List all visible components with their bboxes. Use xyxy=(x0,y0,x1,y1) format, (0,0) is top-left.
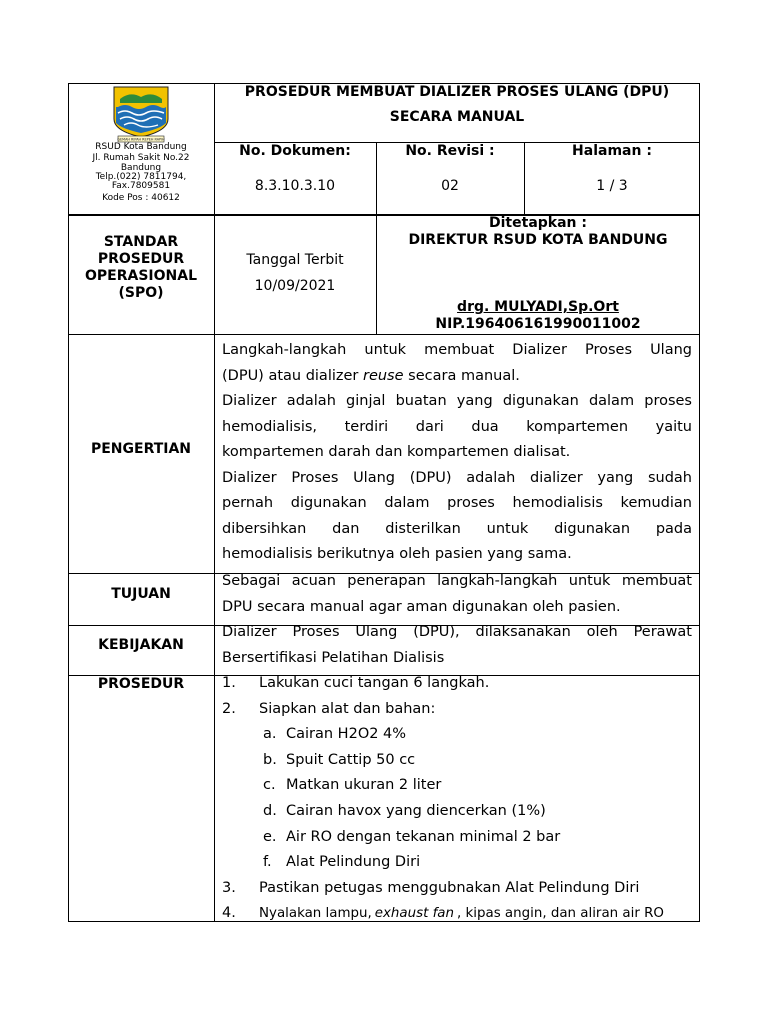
hospital-address: Jl. Rumah Sakit No.22 xyxy=(92,153,190,163)
spo-label-line-2: PROSEDUR xyxy=(97,251,185,267)
pengertian-line: Langkah-langkah untuk membuat Dializer Proses Ulang xyxy=(222,342,692,358)
step-item: 1. Lakukan cuci tangan 6 langkah. xyxy=(222,675,490,691)
tujuan-line: Sebagai acuan penerapan langkah-langkah untuk membuat xyxy=(222,573,692,589)
pengertian-label: PENGERTIAN xyxy=(90,441,192,457)
tujuan-line: DPU secara manual agar aman digunakan oleh pasien. xyxy=(222,598,621,615)
prosedur-label: PROSEDUR xyxy=(97,676,185,692)
hospital-info xyxy=(68,142,214,204)
pengertian-line: kompartemen darah dan kompartemen dialisat. xyxy=(222,444,571,460)
spo-label xyxy=(68,234,214,302)
sub-item: d. Cairan havox yang diencerkan (1%) xyxy=(263,802,546,819)
revision-value: 02 xyxy=(441,178,459,194)
rsud-logo-icon xyxy=(110,85,172,143)
spo-document xyxy=(68,83,700,922)
kebijakan-line: Bersertifikasi Pelatihan Dialisis xyxy=(222,649,445,666)
issue-date-label: Tanggal Terbit xyxy=(246,252,344,268)
border-left xyxy=(68,83,69,922)
approval-block xyxy=(376,215,700,333)
document-title xyxy=(214,80,700,130)
spo-label-line-3: OPERASIONAL xyxy=(84,268,197,284)
director-nip: NIP.196406161990011002 xyxy=(435,316,641,332)
issue-date xyxy=(214,247,376,299)
hospital-name: RSUD Kota Bandung xyxy=(95,142,187,152)
sub-item: a. Cairan H2O2 4% xyxy=(263,726,407,743)
spo-label-line-1: STANDAR xyxy=(103,234,179,250)
kebijakan-line: Dializer Proses Ulang (DPU), dilaksanakan oleh Perawat xyxy=(222,624,692,640)
pengertian-line: dibersihkan dan disterilkan untuk digunakan pada xyxy=(222,520,692,537)
pengertian-text xyxy=(222,338,692,568)
logo-ribbon: GEMAH RIPAH REPEH RAPIH xyxy=(117,137,165,142)
hospital-postcode: Kode Pos : 40612 xyxy=(102,193,180,203)
kebijakan-text xyxy=(222,620,692,671)
prosedur-list xyxy=(222,671,696,927)
title-line-1: PROSEDUR MEMBUAT DIALIZER PROSES ULANG (DPU) xyxy=(244,84,670,100)
revision-label: No. Revisi : xyxy=(405,143,495,159)
page-value: 1 / 3 xyxy=(596,178,628,194)
border-right xyxy=(699,83,700,922)
pengertian-line: hemodialisis, terdiri dari dua kompartemen yaitu xyxy=(222,418,692,435)
pengertian-line: Dializer adalah ginjal buatan yang digunakan dalam proses xyxy=(222,393,692,409)
director-name: drg. MULYADI,Sp.Ort xyxy=(457,299,619,315)
column-divider xyxy=(214,83,215,922)
pengertian-line: pernah digunakan dalam proses hemodialisis kemudian xyxy=(222,495,692,511)
sub-item: c. Matkan ukuran 2 liter xyxy=(263,777,442,794)
sub-item: e. Air RO dengan tekanan minimal 2 bar xyxy=(263,828,561,845)
tujuan-label: TUJUAN xyxy=(111,586,171,602)
sub-item: b. Spuit Cattip 50 cc xyxy=(263,751,416,768)
step-item: 3. Pastikan petugas menggubnakan Alat Pelindung Diri xyxy=(222,879,640,896)
tujuan-text xyxy=(222,569,692,620)
page-label: Halaman : xyxy=(572,143,652,159)
spo-label-line-4: (SPO) xyxy=(118,285,164,301)
hospital-phone: Telp.(022) 7811794, xyxy=(95,172,187,182)
pengertian-line: (DPU) atau dializer reuse secara manual. xyxy=(222,367,520,384)
sub-item: f. Alat Pelindung Diri xyxy=(263,854,421,871)
kebijakan-label: KEBIJAKAN xyxy=(98,637,184,653)
pengertian-line: hemodialisis berikutnya oleh pasien yang sama. xyxy=(222,546,572,562)
title-line-2: SECARA MANUAL xyxy=(389,109,525,125)
rule-spo-bottom xyxy=(68,334,700,335)
pengertian-line: Dializer Proses Ulang (DPU) adalah dializer yang sudah xyxy=(222,469,692,486)
step-item: 4. Nyalakan lampu, exhaust fan , kipas angin, dan aliran air RO xyxy=(222,905,664,922)
doc-no-label: No. Dokumen: xyxy=(239,143,351,159)
hospital-fax: Fax.7809581 xyxy=(111,181,171,191)
issue-date-value: 10/09/2021 xyxy=(254,278,336,294)
established-by: DIREKTUR RSUD KOTA BANDUNG xyxy=(408,232,668,248)
doc-no-value: 8.3.10.3.10 xyxy=(254,178,336,194)
step-item: 2. Siapkan alat dan bahan: xyxy=(222,700,436,717)
established-label: Ditetapkan : xyxy=(489,215,587,231)
hospital-city: Bandung xyxy=(120,163,162,173)
